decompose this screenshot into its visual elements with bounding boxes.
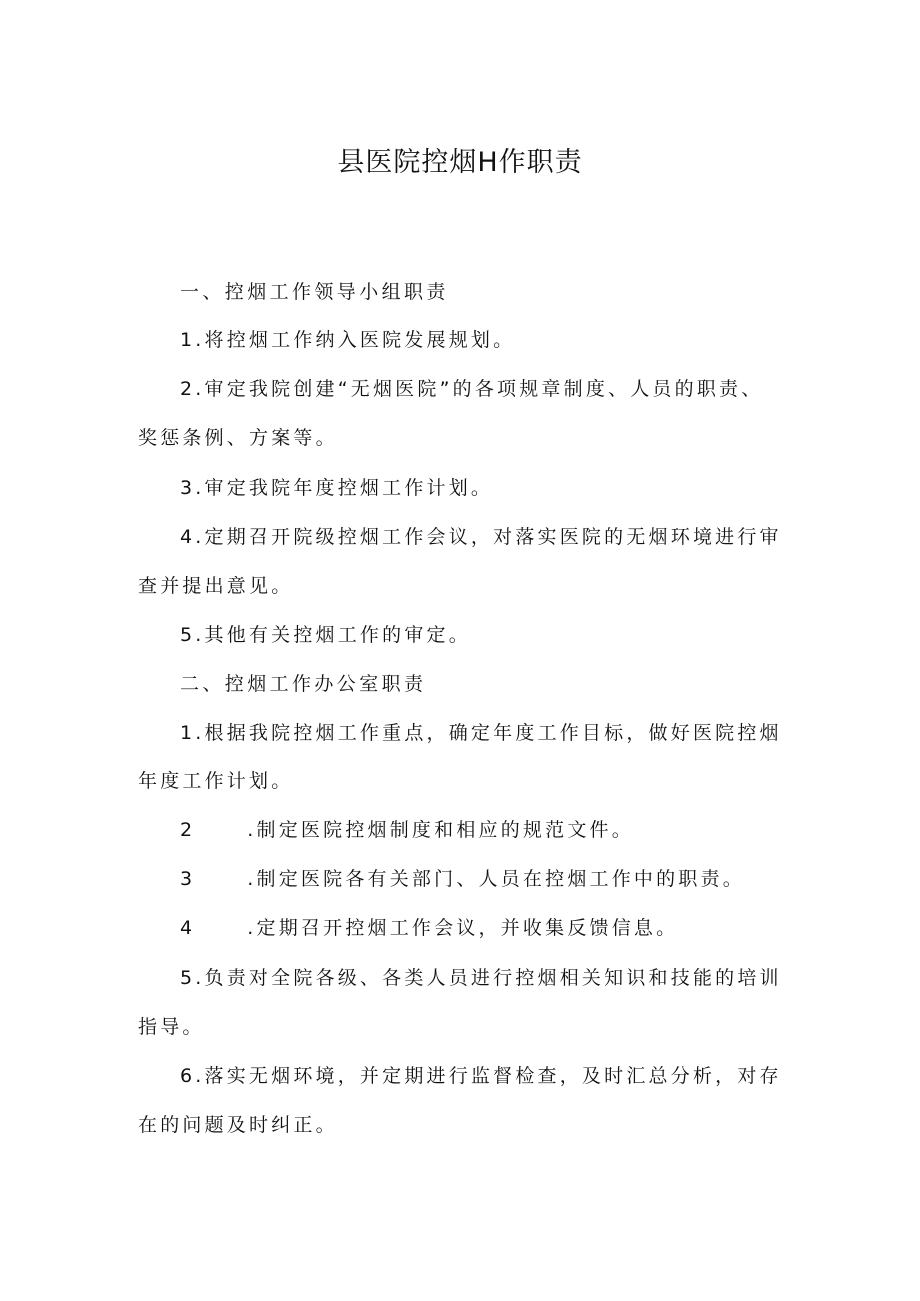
section-2-item-6 <box>180 1064 800 1088</box>
document-title: 县医院控烟H作职责 <box>337 147 583 178</box>
item-text: .审定我院年度控烟工作计划。 <box>195 477 494 499</box>
section-2-heading: 二、控烟工作办公室职责 <box>180 673 427 695</box>
item-text: .将控烟工作纳入医院发展规划。 <box>195 329 516 351</box>
item-number: 3 <box>180 477 196 499</box>
item-text: .制定医院各有关部门、人员在控烟工作中的职责。 <box>247 868 745 890</box>
item-number: 6 <box>180 1065 196 1087</box>
section-1-item-4 <box>180 525 800 549</box>
item-text: .定期召开院级控烟工作会议，对落实医院的无烟环境进行审 <box>195 526 782 548</box>
item-number: 2 <box>180 819 196 841</box>
item-text: .根据我院控烟工作重点，确定年度工作目标，做好医院控烟 <box>195 722 782 744</box>
item-number: 3 <box>180 868 196 890</box>
section-2-item-1-continuation: 年度工作计划。 <box>138 770 294 792</box>
item-number: 5 <box>180 967 196 989</box>
section-1-item-1 <box>180 328 800 352</box>
section-1-heading: 一、控烟工作领导小组职责 <box>180 281 449 303</box>
section-1-item-2-continuation: 奖惩条例、方案等。 <box>138 427 338 449</box>
section-2-item-1 <box>180 721 800 745</box>
item-text: .制定医院控烟制度和相应的规范文件。 <box>247 819 634 841</box>
item-number: 1 <box>180 329 196 351</box>
item-number: 4 <box>180 917 196 939</box>
section-2-item-5-continuation: 指导。 <box>138 1016 205 1038</box>
section-2-item-5 <box>180 966 800 990</box>
section-2-item-6-continuation: 在的问题及时纠正。 <box>138 1114 338 1136</box>
item-text: .负责对全院各级、各类人员进行控烟相关知识和技能的培训 <box>195 967 782 989</box>
item-number: 4 <box>180 526 196 548</box>
section-1-item-4-continuation: 查并提出意见。 <box>138 575 294 597</box>
item-text: .审定我院创建“无烟医院”的各项规章制度、人员的职责、 <box>195 378 764 400</box>
item-number: 5 <box>180 624 196 646</box>
section-1-item-3 <box>180 476 800 500</box>
section-2-item-4 <box>180 916 800 940</box>
item-number: 2 <box>180 378 196 400</box>
section-2-item-2 <box>180 818 800 842</box>
item-text: .其他有关控烟工作的审定。 <box>195 624 471 646</box>
item-number: 1 <box>180 722 196 744</box>
section-2-item-3 <box>180 867 800 891</box>
item-text: .落实无烟环境，并定期进行监督检查，及时汇总分析，对存 <box>195 1065 782 1087</box>
item-text: .定期召开控烟工作会议，并收集反馈信息。 <box>247 917 679 939</box>
section-1-item-5 <box>180 623 800 647</box>
section-1-item-2 <box>180 377 800 401</box>
